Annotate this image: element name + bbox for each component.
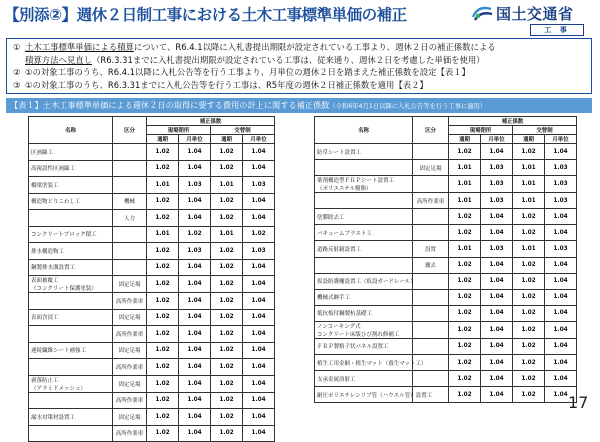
value-onsite-monthly: 1.04 bbox=[481, 144, 513, 160]
left-coefficient-table bbox=[28, 116, 275, 442]
value-onsite-monthly: 1.04 bbox=[179, 210, 211, 227]
header-weekly: 通期 bbox=[211, 135, 243, 144]
summary-item-1-text-d: （R6.3.31までに入札書提出期限が設定されている工事は、従来通り、週休２日を考慮した単価を使用） bbox=[92, 54, 485, 65]
table-row bbox=[29, 326, 275, 343]
row-name: 耐圧ポリエチレンリブ管（ハウエル管）設置工 bbox=[315, 387, 413, 403]
row-name: 高視認性区画線工 bbox=[29, 160, 113, 177]
value-rotation-monthly: 1.04 bbox=[243, 193, 275, 210]
value-rotation-monthly: 1.04 bbox=[545, 209, 577, 225]
value-onsite-weekly: 1.02 bbox=[147, 193, 179, 210]
value-onsite-weekly: 1.02 bbox=[449, 305, 481, 321]
value-onsite-weekly: 1.02 bbox=[449, 289, 481, 305]
row-name: 支承金属溶射工 bbox=[315, 371, 413, 387]
value-rotation-weekly: 1.01 bbox=[513, 241, 545, 257]
value-onsite-weekly: 1.02 bbox=[147, 359, 179, 376]
row-category bbox=[113, 226, 147, 243]
row-category bbox=[113, 259, 147, 276]
row-category bbox=[113, 243, 147, 260]
value-onsite-weekly: 1.02 bbox=[449, 144, 481, 160]
value-onsite-monthly: 1.03 bbox=[481, 160, 513, 176]
value-rotation-weekly: 1.02 bbox=[513, 257, 545, 273]
header-monthly: 月単位 bbox=[545, 135, 577, 144]
row-name: 剥落防止工 （アラミドメッシュ） bbox=[29, 375, 113, 392]
row-name: バキュームブラスト工 bbox=[315, 225, 413, 241]
value-onsite-monthly: 1.04 bbox=[179, 326, 211, 343]
value-rotation-weekly: 1.02 bbox=[211, 326, 243, 343]
row-name bbox=[29, 359, 113, 376]
header-category: 区分 bbox=[413, 117, 449, 144]
value-onsite-weekly: 1.01 bbox=[147, 177, 179, 194]
value-rotation-monthly: 1.04 bbox=[545, 257, 577, 273]
row-category: 撤去 bbox=[413, 257, 449, 273]
value-onsite-weekly: 1.02 bbox=[147, 293, 179, 310]
page-title: 【別添②】週休２日制工事における土木工事標準単価の補正 bbox=[4, 6, 407, 24]
right-coefficient-table bbox=[314, 116, 577, 403]
row-name bbox=[315, 160, 413, 176]
table-row bbox=[29, 425, 275, 442]
value-onsite-monthly: 1.04 bbox=[179, 409, 211, 426]
value-rotation-monthly: 1.04 bbox=[545, 225, 577, 241]
table-row bbox=[315, 144, 577, 160]
value-rotation-weekly: 1.02 bbox=[211, 243, 243, 260]
value-onsite-weekly: 1.02 bbox=[449, 209, 481, 225]
value-rotation-monthly: 1.02 bbox=[243, 226, 275, 243]
table-caption-main: 【表１】土木工事標準単価による週休２日の取得に要する費用の計上に関する補正係数 bbox=[10, 100, 330, 110]
value-onsite-weekly: 1.02 bbox=[449, 355, 481, 371]
value-rotation-weekly: 1.02 bbox=[211, 293, 243, 310]
row-category bbox=[113, 144, 147, 161]
value-rotation-weekly: 1.01 bbox=[513, 193, 545, 209]
value-onsite-monthly: 1.04 bbox=[179, 144, 211, 161]
value-onsite-monthly: 1.04 bbox=[179, 259, 211, 276]
value-onsite-weekly: 1.02 bbox=[147, 392, 179, 409]
value-rotation-monthly: 1.03 bbox=[545, 160, 577, 176]
value-rotation-monthly: 1.04 bbox=[243, 276, 275, 293]
row-category: 人力 bbox=[113, 210, 147, 227]
row-category bbox=[113, 177, 147, 194]
table-row bbox=[315, 225, 577, 241]
value-rotation-weekly: 1.02 bbox=[211, 160, 243, 177]
value-onsite-weekly: 1.02 bbox=[449, 321, 481, 338]
value-rotation-monthly: 1.03 bbox=[545, 241, 577, 257]
value-rotation-monthly: 1.03 bbox=[545, 193, 577, 209]
row-name: 連続繊維シート補強工 bbox=[29, 342, 113, 359]
value-rotation-monthly: 1.03 bbox=[545, 176, 577, 193]
value-onsite-monthly: 1.04 bbox=[481, 289, 513, 305]
value-rotation-weekly: 1.02 bbox=[513, 225, 545, 241]
value-rotation-weekly: 1.02 bbox=[513, 387, 545, 403]
summary-item-3 bbox=[13, 79, 585, 92]
value-rotation-weekly: 1.02 bbox=[211, 144, 243, 161]
row-name bbox=[29, 425, 113, 442]
value-onsite-weekly: 1.01 bbox=[147, 226, 179, 243]
row-category bbox=[413, 273, 449, 289]
table-row bbox=[315, 241, 577, 257]
row-category bbox=[413, 144, 449, 160]
header-onsite: 現場閉所 bbox=[449, 126, 513, 135]
summary-item-1-cont bbox=[13, 54, 585, 67]
value-onsite-monthly: 1.04 bbox=[179, 160, 211, 177]
value-rotation-monthly: 1.04 bbox=[243, 392, 275, 409]
value-rotation-weekly: 1.02 bbox=[513, 273, 545, 289]
header-coefficient: 補正係数 bbox=[147, 117, 275, 126]
row-category: 設置 bbox=[413, 241, 449, 257]
table-row bbox=[29, 226, 275, 243]
value-onsite-monthly: 1.02 bbox=[179, 226, 211, 243]
header-coefficient: 補正係数 bbox=[449, 117, 577, 126]
row-name: 防草シート設置工 bbox=[315, 144, 413, 160]
row-category: 固定足場 bbox=[113, 342, 147, 359]
header-monthly: 月単位 bbox=[481, 135, 513, 144]
value-rotation-weekly: 1.02 bbox=[513, 209, 545, 225]
value-onsite-monthly: 1.04 bbox=[179, 276, 211, 293]
page-number: 17 bbox=[568, 393, 589, 412]
value-rotation-weekly: 1.01 bbox=[211, 226, 243, 243]
value-rotation-weekly: 1.02 bbox=[211, 409, 243, 426]
value-rotation-weekly: 1.02 bbox=[211, 309, 243, 326]
value-rotation-monthly: 1.04 bbox=[545, 289, 577, 305]
row-name: 仮設防護柵設置工（仮設ガードレール） bbox=[315, 273, 413, 289]
row-name: ＦＲＰ製格子状パネル設置工 bbox=[315, 338, 413, 354]
value-onsite-monthly: 1.03 bbox=[179, 243, 211, 260]
table-row bbox=[29, 144, 275, 161]
summary-item-1-number: ① bbox=[13, 42, 21, 52]
table-row bbox=[315, 289, 577, 305]
row-category: 固定足場 bbox=[113, 409, 147, 426]
value-rotation-weekly: 1.02 bbox=[211, 259, 243, 276]
table-row bbox=[315, 273, 577, 289]
right-table-body bbox=[315, 144, 577, 403]
row-category: 高所作業車 bbox=[113, 392, 147, 409]
header-monthly: 月単位 bbox=[243, 135, 275, 144]
row-category: 固定足場 bbox=[113, 276, 147, 293]
value-onsite-monthly: 1.04 bbox=[179, 342, 211, 359]
table-row bbox=[315, 338, 577, 354]
value-onsite-monthly: 1.04 bbox=[179, 392, 211, 409]
header-rotation: 交替制 bbox=[211, 126, 275, 135]
row-name: 薬剤構造型ＦＲＰシート設置工 （ポリエステル樹脂） bbox=[315, 176, 413, 193]
row-name: 塗膜除去工 bbox=[315, 209, 413, 225]
header-name: 名称 bbox=[315, 117, 413, 144]
row-name bbox=[29, 210, 113, 227]
row-category: 固定足場 bbox=[113, 309, 147, 326]
header-onsite: 現場閉所 bbox=[147, 126, 211, 135]
value-rotation-weekly: 1.02 bbox=[513, 144, 545, 160]
value-rotation-monthly: 1.04 bbox=[243, 326, 275, 343]
value-rotation-monthly: 1.04 bbox=[243, 359, 275, 376]
value-onsite-weekly: 1.02 bbox=[147, 243, 179, 260]
table-row bbox=[315, 176, 577, 193]
value-rotation-monthly: 1.04 bbox=[545, 144, 577, 160]
table-row bbox=[315, 209, 577, 225]
value-rotation-weekly: 1.02 bbox=[211, 342, 243, 359]
value-rotation-weekly: 1.01 bbox=[513, 176, 545, 193]
value-onsite-monthly: 1.04 bbox=[481, 338, 513, 354]
header-monthly: 月単位 bbox=[179, 135, 211, 144]
header-weekly: 通期 bbox=[513, 135, 545, 144]
row-category: 高所作業車 bbox=[113, 293, 147, 310]
table-caption bbox=[6, 98, 592, 113]
value-rotation-monthly: 1.04 bbox=[545, 305, 577, 321]
table-row bbox=[315, 305, 577, 321]
row-name: 鋼製排水溝設置工 bbox=[29, 259, 113, 276]
value-rotation-weekly: 1.02 bbox=[211, 359, 243, 376]
row-name: 表面含浸工 bbox=[29, 309, 113, 326]
value-onsite-weekly: 1.02 bbox=[449, 338, 481, 354]
value-rotation-weekly: 1.02 bbox=[211, 392, 243, 409]
value-onsite-weekly: 1.02 bbox=[147, 342, 179, 359]
value-rotation-weekly: 1.02 bbox=[513, 305, 545, 321]
table-row bbox=[29, 359, 275, 376]
value-rotation-monthly: 1.03 bbox=[243, 177, 275, 194]
table-row bbox=[315, 160, 577, 176]
row-category bbox=[413, 371, 449, 387]
row-category: 固定足場 bbox=[113, 375, 147, 392]
value-rotation-monthly: 1.04 bbox=[243, 293, 275, 310]
mlit-emblem-icon bbox=[470, 3, 494, 23]
value-rotation-monthly: 1.03 bbox=[243, 243, 275, 260]
value-onsite-monthly: 1.04 bbox=[179, 359, 211, 376]
table-row bbox=[315, 321, 577, 338]
table-row bbox=[315, 193, 577, 209]
table-row bbox=[315, 371, 577, 387]
row-category bbox=[413, 225, 449, 241]
value-onsite-monthly: 1.03 bbox=[481, 193, 513, 209]
summary-item-2 bbox=[13, 66, 585, 79]
value-rotation-monthly: 1.04 bbox=[243, 425, 275, 442]
summary-item-3-text: ①の対象工事のうち、R6.3.31までに入札公告等を行う工事は、R5年度の週休２日補正係数を適用【表２】 bbox=[25, 79, 428, 90]
row-name: 排水構造物工 bbox=[29, 243, 113, 260]
value-onsite-weekly: 1.02 bbox=[147, 210, 179, 227]
row-name bbox=[29, 293, 113, 310]
row-category bbox=[113, 160, 147, 177]
table-row bbox=[29, 243, 275, 260]
value-rotation-monthly: 1.04 bbox=[545, 321, 577, 338]
row-name bbox=[315, 193, 413, 209]
header-weekly: 通期 bbox=[147, 135, 179, 144]
value-onsite-weekly: 1.01 bbox=[449, 176, 481, 193]
header-rotation: 交替制 bbox=[513, 126, 577, 135]
value-rotation-monthly: 1.04 bbox=[545, 371, 577, 387]
row-name bbox=[29, 392, 113, 409]
row-name: 抵抗板付鋼製杭基礎工 bbox=[315, 305, 413, 321]
value-rotation-monthly: 1.04 bbox=[243, 144, 275, 161]
value-rotation-monthly: 1.04 bbox=[545, 355, 577, 371]
value-onsite-weekly: 1.02 bbox=[147, 309, 179, 326]
table-row bbox=[29, 409, 275, 426]
value-rotation-monthly: 1.04 bbox=[545, 338, 577, 354]
row-name bbox=[315, 257, 413, 273]
row-category bbox=[413, 176, 449, 193]
value-onsite-monthly: 1.04 bbox=[481, 355, 513, 371]
value-onsite-weekly: 1.02 bbox=[449, 387, 481, 403]
left-table-body bbox=[29, 144, 275, 442]
value-onsite-monthly: 1.04 bbox=[481, 257, 513, 273]
value-onsite-monthly: 1.04 bbox=[481, 273, 513, 289]
value-onsite-weekly: 1.01 bbox=[449, 193, 481, 209]
value-rotation-monthly: 1.04 bbox=[243, 210, 275, 227]
summary-item-1-text-c: 積算方法へ見直し bbox=[25, 54, 92, 65]
value-onsite-monthly: 1.04 bbox=[179, 425, 211, 442]
value-onsite-weekly: 1.02 bbox=[147, 144, 179, 161]
value-onsite-monthly: 1.04 bbox=[481, 387, 513, 403]
value-rotation-monthly: 1.04 bbox=[243, 309, 275, 326]
row-name: コンクリートブロック積工 bbox=[29, 226, 113, 243]
table-row bbox=[315, 387, 577, 403]
value-onsite-weekly: 1.02 bbox=[147, 326, 179, 343]
row-name: 表面被覆工 （コンクリート保護塗装） bbox=[29, 276, 113, 293]
summary-item-3-number: ③ bbox=[13, 79, 21, 90]
table-row bbox=[29, 293, 275, 310]
table-row bbox=[29, 276, 275, 293]
value-onsite-weekly: 1.02 bbox=[449, 225, 481, 241]
value-rotation-weekly: 1.02 bbox=[513, 289, 545, 305]
summary-item-1-text-a: 土木工事標準単価による積算 bbox=[25, 42, 134, 52]
row-category: 高所作業車 bbox=[113, 425, 147, 442]
value-rotation-weekly: 1.02 bbox=[513, 321, 545, 338]
value-onsite-weekly: 1.02 bbox=[147, 425, 179, 442]
row-category bbox=[413, 305, 449, 321]
value-onsite-monthly: 1.04 bbox=[481, 371, 513, 387]
value-rotation-monthly: 1.04 bbox=[243, 375, 275, 392]
summary-item-2-number: ② bbox=[13, 67, 21, 78]
value-rotation-weekly: 1.02 bbox=[211, 193, 243, 210]
value-onsite-monthly: 1.04 bbox=[179, 375, 211, 392]
value-onsite-monthly: 1.04 bbox=[481, 209, 513, 225]
value-onsite-weekly: 1.02 bbox=[147, 375, 179, 392]
table-row bbox=[29, 392, 275, 409]
row-name: 区画線工 bbox=[29, 144, 113, 161]
row-category: 高所作業車 bbox=[113, 326, 147, 343]
row-category: 機械 bbox=[113, 193, 147, 210]
header-weekly: 通期 bbox=[449, 135, 481, 144]
value-onsite-weekly: 1.02 bbox=[147, 259, 179, 276]
table-row bbox=[29, 259, 275, 276]
row-category bbox=[413, 321, 449, 338]
value-rotation-weekly: 1.02 bbox=[513, 355, 545, 371]
row-name: 植生工用金網・植生マット（養生マット工） bbox=[315, 355, 413, 371]
table-row bbox=[29, 309, 275, 326]
value-onsite-weekly: 1.01 bbox=[449, 241, 481, 257]
value-rotation-monthly: 1.04 bbox=[243, 409, 275, 426]
value-onsite-weekly: 1.02 bbox=[147, 409, 179, 426]
value-onsite-weekly: 1.02 bbox=[449, 273, 481, 289]
row-category: 高所作業車 bbox=[413, 193, 449, 209]
summary-item-1-text-b: について、R6.4.1以降に入札書提出期限が設定されている工事より、週休２日の補正係数による bbox=[133, 42, 496, 52]
table-row bbox=[29, 342, 275, 359]
mlit-logo bbox=[470, 2, 598, 38]
ministry-name: 国土交通省 bbox=[496, 5, 574, 23]
row-name: 道路反射鏡設置工 bbox=[315, 241, 413, 257]
value-rotation-weekly: 1.02 bbox=[513, 338, 545, 354]
table-row bbox=[29, 375, 275, 392]
value-onsite-weekly: 1.02 bbox=[449, 257, 481, 273]
value-onsite-monthly: 1.04 bbox=[481, 225, 513, 241]
table-row bbox=[29, 177, 275, 194]
value-rotation-monthly: 1.04 bbox=[243, 342, 275, 359]
summary-box bbox=[6, 38, 592, 94]
row-name: 漏水対策材設置工 bbox=[29, 409, 113, 426]
value-rotation-monthly: 1.04 bbox=[545, 387, 577, 403]
table-row bbox=[315, 355, 577, 371]
value-onsite-weekly: 1.02 bbox=[449, 371, 481, 387]
row-category bbox=[413, 338, 449, 354]
value-onsite-monthly: 1.03 bbox=[179, 177, 211, 194]
row-name: 構造物とりこわし工 bbox=[29, 193, 113, 210]
value-rotation-monthly: 1.04 bbox=[243, 160, 275, 177]
row-category: 固定足場 bbox=[413, 160, 449, 176]
summary-item-1 bbox=[13, 41, 585, 54]
row-name: 橋梁塗装工 bbox=[29, 177, 113, 194]
row-category: 高所作業車 bbox=[113, 359, 147, 376]
table-row bbox=[315, 257, 577, 273]
value-rotation-weekly: 1.02 bbox=[513, 371, 545, 387]
row-category bbox=[413, 209, 449, 225]
value-onsite-monthly: 1.04 bbox=[481, 321, 513, 338]
table-row bbox=[29, 210, 275, 227]
row-category bbox=[413, 289, 449, 305]
value-rotation-weekly: 1.02 bbox=[211, 375, 243, 392]
value-rotation-weekly: 1.01 bbox=[513, 160, 545, 176]
value-onsite-monthly: 1.04 bbox=[481, 305, 513, 321]
value-rotation-weekly: 1.02 bbox=[211, 276, 243, 293]
value-rotation-monthly: 1.04 bbox=[545, 273, 577, 289]
table-row bbox=[29, 160, 275, 177]
value-onsite-monthly: 1.03 bbox=[481, 241, 513, 257]
value-onsite-monthly: 1.04 bbox=[179, 309, 211, 326]
value-rotation-weekly: 1.01 bbox=[211, 177, 243, 194]
value-onsite-monthly: 1.04 bbox=[179, 293, 211, 310]
summary-item-2-text: ①の対象工事のうち、R6.4.1以降に入札公告等を行う工事より、月単位の週休２日を踏まえた補正係数を設定【表１】 bbox=[25, 67, 471, 78]
value-rotation-weekly: 1.02 bbox=[211, 425, 243, 442]
row-name: 機械式継手工 bbox=[315, 289, 413, 305]
row-name bbox=[29, 326, 113, 343]
value-onsite-monthly: 1.04 bbox=[179, 193, 211, 210]
header-name: 名称 bbox=[29, 117, 113, 144]
value-onsite-weekly: 1.01 bbox=[449, 160, 481, 176]
value-onsite-weekly: 1.02 bbox=[147, 160, 179, 177]
row-name: ノンコーキング式 コンクリート床版ひび割れ修補工 bbox=[315, 321, 413, 338]
value-onsite-weekly: 1.02 bbox=[147, 276, 179, 293]
value-rotation-weekly: 1.02 bbox=[211, 210, 243, 227]
value-onsite-monthly: 1.03 bbox=[481, 176, 513, 193]
value-rotation-monthly: 1.04 bbox=[243, 259, 275, 276]
category-tag: 工 事 bbox=[530, 24, 584, 36]
table-caption-note: （令和6年4月1日以降に入札公告等を行う工事に適用） bbox=[329, 103, 487, 110]
table-row bbox=[29, 193, 275, 210]
header-category: 区分 bbox=[113, 117, 147, 144]
